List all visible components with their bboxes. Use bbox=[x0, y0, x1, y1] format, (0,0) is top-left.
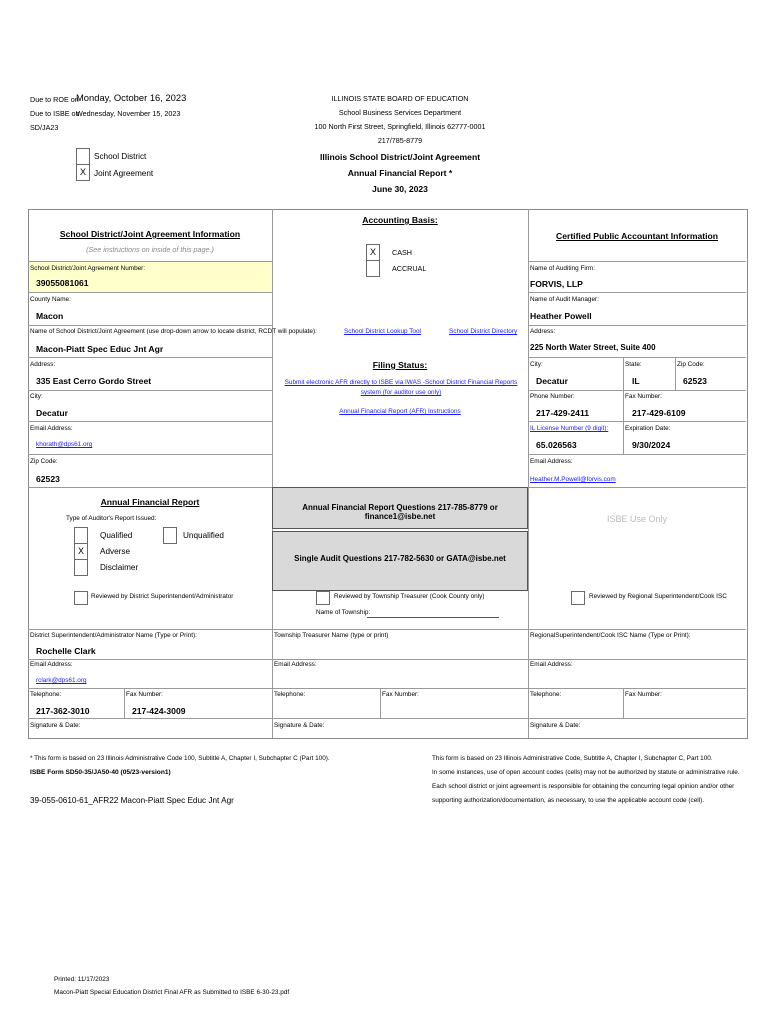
district-name-label: Name of School District/Joint Agreement (use drop-down arrow to locate district, RCDT will populate): bbox=[30, 328, 317, 335]
pdf-filename: Macon-Piatt Special Education District Final AFR as Submitted to ISBE 6-30-23.pdf bbox=[54, 989, 290, 996]
cpa-email-link[interactable]: Heather.M.Powell@forvis.com bbox=[530, 476, 616, 483]
footer-right-1: This form is based on 23 Illinois Administrative Code, Subtitle A, Chapter I, Subchapter C, Part 100. bbox=[432, 755, 713, 762]
filing-status-title: Filing Status: bbox=[372, 360, 428, 370]
treasurer-signature-label: Signature & Date: bbox=[274, 722, 325, 729]
regional-review-label: Reviewed by Regional Superintendent/Cook ISC bbox=[589, 593, 727, 600]
district-number-label: School District/Joint Agreement Number: bbox=[30, 265, 146, 272]
unqualified-checkbox[interactable] bbox=[163, 527, 177, 544]
due-isbe-label: Due to ISBE on bbox=[30, 109, 80, 118]
school-district-label: School District bbox=[94, 152, 147, 161]
regional-fax-label: Fax Number: bbox=[625, 691, 662, 698]
cpa-phone[interactable]: 217-429-2411 bbox=[536, 408, 590, 418]
township-name-line[interactable] bbox=[367, 617, 499, 618]
cash-checkbox[interactable]: X bbox=[367, 245, 379, 261]
regional-name-label: RegionalSuperintendent/Cook ISC Name (Type or Print): bbox=[530, 632, 691, 639]
township-review-label: Reviewed by Township Treasurer (Cook County only) bbox=[334, 593, 485, 600]
footer-right-4: supporting authorization/documentation, as necessary, to use the applicable account code (cell). bbox=[432, 797, 705, 804]
regional-phone-label: Telephone: bbox=[530, 691, 562, 698]
district-address[interactable]: 335 East Cerro Gordo Street bbox=[36, 376, 152, 386]
header-phone: 217/785-8779 bbox=[377, 136, 423, 145]
single-audit-text: Single Audit Questions 217-782-5630 or GATA@isbe.net bbox=[294, 554, 506, 563]
superintendent-signature-label: Signature & Date: bbox=[30, 722, 81, 729]
printed-date: Printed: 11/17/2023 bbox=[54, 976, 110, 983]
report-type-checkboxes[interactable] bbox=[74, 527, 88, 576]
isbe-use-only: ISBE Use Only bbox=[606, 514, 668, 524]
regional-review-checkbox[interactable] bbox=[571, 591, 585, 605]
superintendent-phone-label: Telephone: bbox=[30, 691, 62, 698]
footer-note: * This form is based on 23 Illinois Administrative Code 100, Subtitle A, Chapter I, Subchapter C (Part 100). bbox=[30, 755, 330, 762]
firm-name[interactable]: FORVIS, LLP bbox=[530, 279, 583, 289]
accrual-checkbox[interactable] bbox=[367, 261, 379, 276]
cpa-fax-label: Fax Number: bbox=[625, 393, 662, 400]
cpa-zip[interactable]: 62523 bbox=[683, 376, 707, 386]
accrual-label: ACCRUAL bbox=[392, 264, 427, 273]
form-id: ISBE Form SD50-35/JA50-40 (05/23-version1) bbox=[30, 769, 171, 776]
district-email-label: Email Address: bbox=[30, 425, 73, 432]
district-section-title: School District/Joint Agreement Information bbox=[59, 229, 241, 239]
superintendent-name-label: District Superintendent/Administrator Name (Type or Print): bbox=[30, 632, 197, 639]
township-name-label: Name of Township: bbox=[316, 609, 371, 616]
cpa-city-label: City: bbox=[530, 361, 543, 368]
superintendent-email-link[interactable]: rclark@dps61.org bbox=[36, 677, 87, 684]
footer-right-3: Each school district or joint agreement is responsible for obtaining the concurring legal opinion and/or other bbox=[432, 783, 735, 790]
district-review-label: Reviewed by District Superintendent/Administrator bbox=[91, 593, 234, 600]
treasurer-fax-label: Fax Number: bbox=[382, 691, 419, 698]
header-agency: ILLINOIS STATE BOARD OF EDUCATION bbox=[331, 94, 469, 103]
due-isbe-date: Wednesday, November 15, 2023 bbox=[76, 109, 181, 118]
qualified-label: Qualified bbox=[100, 531, 133, 540]
entity-type-checkboxes[interactable] bbox=[76, 148, 90, 181]
superintendent-phone[interactable]: 217-362-3010 bbox=[36, 706, 90, 716]
due-roe-date: Monday, October 16, 2023 bbox=[76, 92, 187, 103]
report-subtitle: Annual Financial Report * bbox=[347, 168, 453, 178]
expiration-label: Expiration Date: bbox=[625, 425, 671, 432]
superintendent-fax[interactable]: 217-424-3009 bbox=[132, 706, 186, 716]
school-district-checkbox[interactable] bbox=[77, 149, 89, 165]
treasurer-email-label: Email Address: bbox=[274, 661, 317, 668]
manager-label: Name of Audit Manager: bbox=[530, 296, 599, 303]
district-zip[interactable]: 62523 bbox=[36, 474, 60, 484]
firm-label: Name of Auditing Firm: bbox=[530, 265, 595, 272]
district-lookup-link[interactable]: School District Lookup Tool bbox=[344, 328, 421, 335]
afr-questions-box bbox=[272, 487, 528, 529]
cpa-address-label: Address: bbox=[530, 328, 556, 335]
disclaimer-label: Disclaimer bbox=[100, 563, 139, 572]
district-number: 39055081061 bbox=[36, 278, 89, 288]
superintendent-fax-label: Fax Number: bbox=[126, 691, 163, 698]
cpa-fax[interactable]: 217-429-6109 bbox=[632, 408, 686, 418]
cpa-phone-label: Phone Number: bbox=[530, 393, 575, 400]
license-number-label[interactable]: IL License Number (9 digit): bbox=[530, 425, 609, 432]
afr-instructions-link[interactable]: Annual Financial Report (AFR) Instructions bbox=[339, 408, 461, 415]
county-label: County Name: bbox=[30, 296, 71, 303]
district-zip-label: Zip Code: bbox=[30, 458, 58, 465]
district-directory-link[interactable]: School District Directory bbox=[449, 328, 518, 335]
cpa-city[interactable]: Decatur bbox=[536, 376, 568, 386]
cpa-email-label: Email Address: bbox=[530, 458, 573, 465]
disclaimer-checkbox[interactable] bbox=[75, 560, 87, 575]
header-address: 100 North First Street, Springfield, Illinois 62777-0001 bbox=[314, 122, 486, 131]
regional-email-label: Email Address: bbox=[530, 661, 573, 668]
district-review-checkbox[interactable] bbox=[74, 591, 88, 605]
treasurer-name-label: Township Treasurer Name (type or print) bbox=[274, 632, 389, 639]
report-type-label: Type of Auditor's Report Issued: bbox=[66, 515, 157, 522]
due-roe-label: Due to ROE on bbox=[30, 95, 79, 104]
cpa-address[interactable]: 225 North Water Street, Suite 400 bbox=[530, 343, 656, 352]
joint-agreement-label: Joint Agreement bbox=[94, 169, 154, 178]
district-city-label: City: bbox=[30, 393, 43, 400]
afr-section-title: Annual Financial Report bbox=[100, 497, 200, 507]
cpa-state-label: State: bbox=[625, 361, 642, 368]
accounting-basis-checkboxes[interactable] bbox=[366, 244, 380, 277]
single-audit-box bbox=[272, 531, 528, 591]
accounting-basis-title: Accounting Basis: bbox=[362, 215, 438, 225]
expiration-date[interactable]: 9/30/2024 bbox=[632, 440, 671, 450]
superintendent-email-label: Email Address: bbox=[30, 661, 73, 668]
report-date: June 30, 2023 bbox=[372, 184, 428, 194]
district-city[interactable]: Decatur bbox=[36, 408, 68, 418]
district-name[interactable]: Macon-Piatt Spec Educ Jnt Agr bbox=[36, 344, 164, 354]
unqualified-label: Unqualified bbox=[183, 531, 224, 540]
superintendent-name[interactable]: Rochelle Clark bbox=[36, 646, 96, 656]
footer-right-2: In some instances, use of open account codes (cells) may not be authorized by statute or administrative rule. bbox=[432, 769, 740, 776]
county-value[interactable]: Macon bbox=[36, 311, 64, 321]
township-review-checkbox[interactable] bbox=[316, 591, 330, 605]
file-id: 39-055-0610-61_AFR22 Macon-Piatt Spec Educ Jnt Agr bbox=[30, 796, 234, 805]
afr-questions-text: Annual Financial Report Questions 217-785-8779 or finance1@isbe.net bbox=[302, 503, 498, 521]
form-code: SD/JA23 bbox=[30, 123, 59, 132]
qualified-checkbox[interactable] bbox=[75, 528, 87, 544]
manager-name[interactable]: Heather Powell bbox=[530, 311, 592, 321]
cash-label: CASH bbox=[392, 248, 412, 257]
joint-agreement-checkbox[interactable]: X bbox=[79, 167, 86, 177]
treasurer-phone-label: Telephone: bbox=[274, 691, 306, 698]
regional-signature-label: Signature & Date: bbox=[530, 722, 581, 729]
district-address-label: Address: bbox=[30, 361, 56, 368]
header-department: School Business Services Department bbox=[338, 108, 462, 117]
license-number[interactable]: 65.026563 bbox=[536, 440, 577, 450]
cpa-section-title: Certified Public Accountant Information bbox=[555, 231, 718, 241]
district-instructions: (See instructions on inside of this page.) bbox=[86, 245, 214, 254]
adverse-label: Adverse bbox=[100, 547, 131, 556]
district-email-link[interactable]: khorath@dps61.org bbox=[36, 441, 93, 448]
cpa-zip-label: Zip Code: bbox=[677, 361, 705, 368]
cpa-state[interactable]: IL bbox=[632, 376, 640, 386]
adverse-checkbox[interactable]: X bbox=[75, 544, 87, 560]
report-title: Illinois School District/Joint Agreement bbox=[319, 152, 481, 162]
iwas-submit-link[interactable]: Submit electronic AFR directly to ISBE via IWAS -School District Financial Reports system (for auditor use only) bbox=[284, 379, 518, 396]
